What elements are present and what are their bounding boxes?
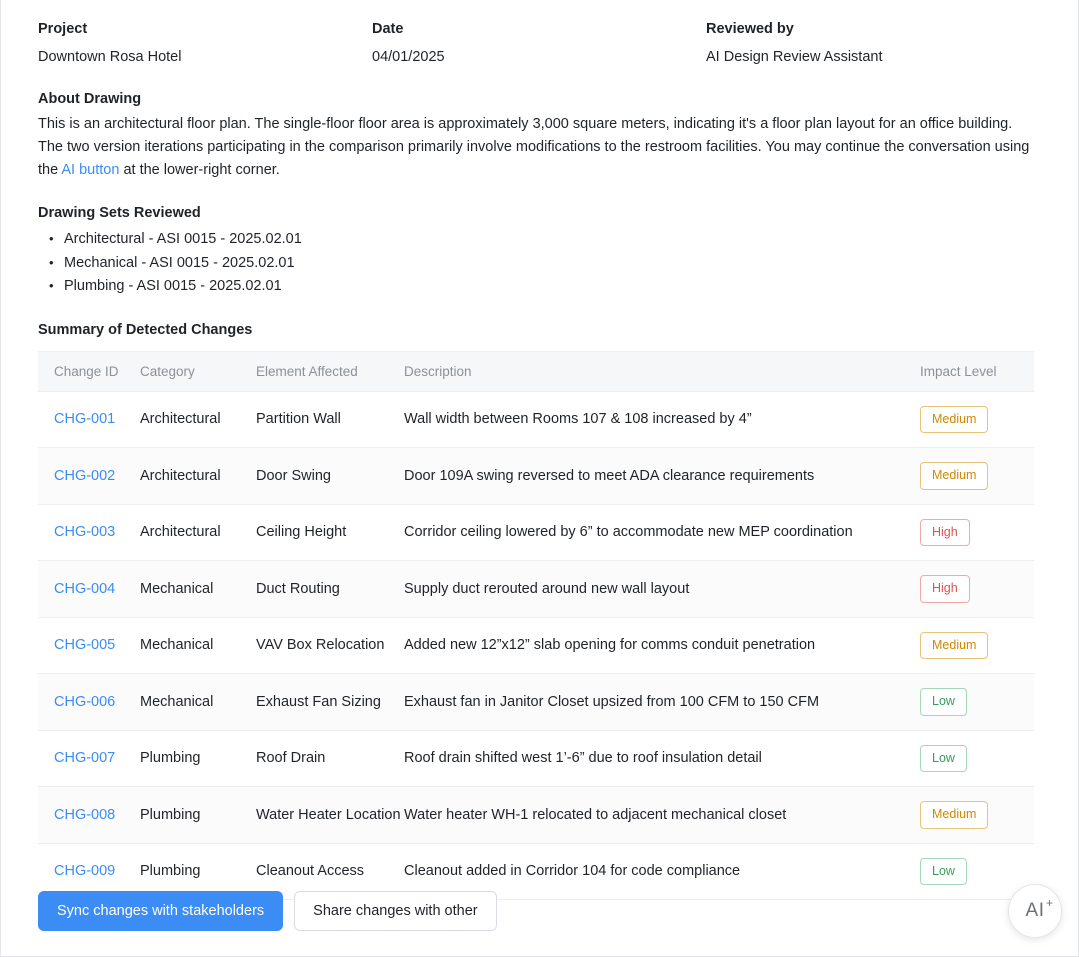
cell-description: Cleanout added in Corridor 104 for code compliance [404, 843, 920, 900]
cell-category: Mechanical [140, 617, 256, 674]
cell-element: Roof Drain [256, 730, 404, 787]
table-row [38, 561, 1034, 618]
cell-element: VAV Box Relocation [256, 617, 404, 674]
cell-category: Plumbing [140, 730, 256, 787]
cell-category: Mechanical [140, 561, 256, 618]
status-badge: High [920, 575, 970, 603]
cell-element: Duct Routing [256, 561, 404, 618]
about-text-part1: This is an architectural floor plan. The single-floor floor area is approximately 3,000 square meters, indicating it's a floor plan layout for an office building. The two version iterations participating in the comparison primarily involve modifications to the restroom facilities. You may continue the conversation using the [38, 116, 1030, 178]
cell-element: Partition Wall [256, 391, 404, 448]
cell-category: Plumbing [140, 787, 256, 844]
change-id-link[interactable]: CHG-005 [54, 637, 116, 654]
changes-table-wrap [38, 351, 1040, 901]
cell-element: Cleanout Access [256, 843, 404, 900]
date-label: Date [372, 21, 404, 37]
drawing-sets-list [38, 228, 1040, 299]
th-impact-level: Impact Level [920, 351, 1034, 391]
change-id-link[interactable]: CHG-006 [54, 693, 116, 710]
meta-date [372, 18, 706, 68]
status-badge: Medium [920, 801, 988, 829]
cell-description: Added new 12”x12” slab opening for comms conduit penetration [404, 617, 920, 674]
th-change-id: Change ID [38, 351, 140, 391]
cell-category: Mechanical [140, 674, 256, 731]
about-drawing-text [38, 113, 1040, 182]
cell-category: Architectural [140, 448, 256, 505]
project-value: Downtown Rosa Hotel [38, 49, 182, 65]
change-id-link[interactable]: CHG-003 [54, 524, 116, 541]
table-header-row [38, 351, 1034, 391]
status-badge: Low [920, 858, 967, 886]
cell-element: Exhaust Fan Sizing [256, 674, 404, 731]
ai-button-link[interactable]: AI button [61, 162, 120, 178]
drawing-sets-heading: Drawing Sets Reviewed [38, 205, 201, 221]
cell-element: Door Swing [256, 448, 404, 505]
table-row [38, 674, 1034, 731]
about-drawing-heading: About Drawing [38, 91, 142, 107]
cell-description: Roof drain shifted west 1’-6” due to roof insulation detail [404, 730, 920, 787]
change-id-link[interactable]: CHG-009 [54, 863, 116, 880]
table-row [38, 617, 1034, 674]
ai-fab-plus: + [1045, 896, 1054, 910]
cell-category: Architectural [140, 391, 256, 448]
status-badge: Medium [920, 632, 988, 660]
ai-icon [1025, 896, 1054, 922]
summary-heading: Summary of Detected Changes [38, 321, 253, 338]
cell-category: Plumbing [140, 843, 256, 900]
cell-description: Corridor ceiling lowered by 6” to accommodate new MEP coordination [404, 504, 920, 561]
cell-category: Architectural [140, 504, 256, 561]
status-badge: High [920, 519, 970, 547]
table-head [38, 351, 1034, 391]
th-description: Description [404, 351, 920, 391]
sync-changes-button[interactable]: Sync changes with stakeholders [38, 891, 283, 931]
report-content [1, 0, 1078, 900]
footer-actions [38, 891, 497, 931]
cell-description: Door 109A swing reversed to meet ADA clearance requirements [404, 448, 920, 505]
change-id-link[interactable]: CHG-004 [54, 580, 116, 597]
list-item: • Plumbing - ASI 0015 - 2025.02.01 [38, 275, 1040, 299]
cell-description: Supply duct rerouted around new wall layout [404, 561, 920, 618]
change-id-link[interactable]: CHG-007 [54, 750, 116, 767]
cell-element: Water Heater Location [256, 787, 404, 844]
table-row [38, 448, 1034, 505]
table-row [38, 730, 1034, 787]
date-value: 04/01/2025 [372, 49, 445, 65]
reviewer-value: AI Design Review Assistant [706, 49, 883, 65]
ai-assistant-fab[interactable] [1008, 884, 1062, 938]
cell-description: Exhaust fan in Janitor Closet upsized from 100 CFM to 150 CFM [404, 674, 920, 731]
status-badge: Medium [920, 462, 988, 490]
meta-reviewer [706, 18, 1040, 68]
meta-header [38, 18, 1040, 68]
list-item: • Mechanical - ASI 0015 - 2025.02.01 [38, 252, 1040, 276]
status-badge: Medium [920, 406, 988, 434]
status-badge: Low [920, 688, 967, 716]
meta-project [38, 18, 372, 68]
about-text-part2: at the lower-right corner. [119, 162, 280, 178]
table-row [38, 787, 1034, 844]
share-changes-button[interactable]: Share changes with other [294, 891, 496, 931]
change-id-link[interactable]: CHG-001 [54, 411, 116, 428]
th-element-affected: Element Affected [256, 351, 404, 391]
ai-fab-label: AI [1025, 900, 1045, 921]
project-label: Project [38, 21, 88, 37]
reviewer-label: Reviewed by [706, 21, 794, 37]
th-category: Category [140, 351, 256, 391]
table-row [38, 504, 1034, 561]
change-id-link[interactable]: CHG-008 [54, 806, 116, 823]
change-id-link[interactable]: CHG-002 [54, 467, 116, 484]
cell-description: Water heater WH-1 relocated to adjacent mechanical closet [404, 787, 920, 844]
table-row [38, 391, 1034, 448]
cell-description: Wall width between Rooms 107 & 108 increased by 4” [404, 391, 920, 448]
table-body [38, 391, 1034, 900]
list-item: • Architectural - ASI 0015 - 2025.02.01 [38, 228, 1040, 252]
cell-element: Ceiling Height [256, 504, 404, 561]
changes-table [38, 351, 1034, 901]
status-badge: Low [920, 745, 967, 773]
